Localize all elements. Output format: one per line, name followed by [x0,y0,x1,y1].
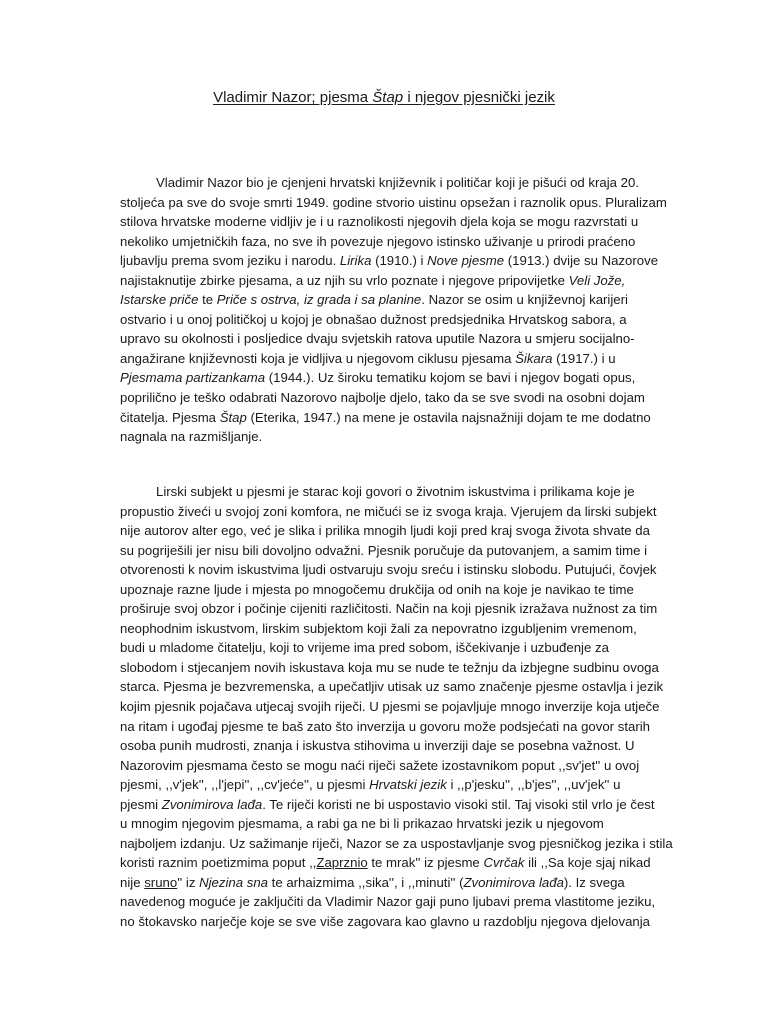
text-run: (1913.) dvije su Nazorove [504,253,659,269]
italic-title-text: Veli Jože, [568,272,626,288]
text-run: te [198,292,217,308]
italic-title-text: Njezina sna [199,874,268,890]
paragraph-line [120,580,660,600]
italic-title-text: Zvonimirova lađa [463,874,564,890]
text-run: starca. Pjesma je bezvremenska, a upečatljiv utisak uz samo značenje pjesme ostavlja i jezik [120,679,664,695]
text-run: (1910.) i [371,253,428,269]
text-run: . Nazor se osim u književnoj karijeri [421,292,628,308]
italic-title-text: Zvonimirova lađa [161,796,263,812]
paragraph-line [120,756,660,776]
paragraph-line [120,212,660,232]
paragraph-line [120,912,660,932]
italic-title-text: Lirika [339,253,372,269]
paragraph-analysis [120,482,673,932]
text-run: su pogriješili jer nisu bili dovoljno odvažni. Pjesnik poručuje da putovanjem, a samim time i [120,542,648,558]
text-run: ostvario i u onoj političkoj u kojoj je obnašao dužnost predsjednika Hrvatskog sabora, a [120,311,627,327]
paragraph-line [120,388,660,408]
text-run: Vladimir Nazor bio je cjenjeni hrvatski književnik i političar koji je pišući od kraja 20. [156,175,640,190]
text-run: u mnogim njegovim pjesmama, a rabi ga ne bi li prikazao hrvatski jezik u njegovom [120,816,604,832]
text-run: '' iz [177,874,200,890]
italic-title-text: Hrvatski jezik [369,777,447,793]
paragraph-line [120,599,660,619]
text-run: stoljeća pa sve do svoje smrti 1949. godine stvorio uistinu opsežan i raznolik opus. Pluralizam [120,194,667,210]
text-run: pjesmi, ,,v'jek'', ,,l'jepi'', ,,cv'jeće'', u pjesmi [120,777,370,793]
text-run: nekoliko umjetničkih faza, no sve ih povezuje njegovo istinsko uživanje u prirodi praćeno [120,233,636,249]
italic-title-text: Pjesmama partizankama [120,370,266,386]
text-run: (Eterika, 1947.) na mene je ostavila najsnažniji dojam te me dodatno [246,409,651,425]
text-run: te mrak'' iz pjesme [367,855,484,871]
text-run: najboljem izdanju. Uz sažimanje riječi, Nazor se za uspostavljanje svog pjesničkog jezika i stila [120,835,673,851]
paragraph-line [120,775,660,795]
text-run: na ritam i ugođaj pjesme te baš zato što inverzija u govoru može podsjećati na govor starih [120,718,650,734]
text-run: i ,,p'jesku'', ,,b'jes'', ,,uv'jek'' u [446,777,621,793]
text-run: najistaknutije zbirke pjesama, a uz njih su vrlo poznate i njegove pripovijetke [120,272,569,288]
text-run: ili ,,Sa koje sjaj nikad [524,855,651,871]
paragraph-line [120,368,660,388]
text-run: otvorenosti k novim iskustvima ljudi ostvaruju svoju sreću i istinsku slobodu. Putujući, čovjek [120,562,657,578]
text-run: nije autorov alter ego, već je slika i prilika mnogih ljudi koji pred kraj svoga života shvate da [120,523,650,539]
paragraph-line [120,677,664,697]
paragraph-line [120,408,660,428]
paragraph-line [120,427,660,447]
paragraph-line [120,736,660,756]
text-run: neophodnim iskustvom, lirskim subjektom koji žali za nepovratno izgubljenim vremenom, [120,620,637,636]
paragraph-line [120,502,660,522]
text-run: nagnala na razmišljanje. [120,429,263,445]
text-run: kojim pjesnik pojačava utjecaj svojih riječi. U pjesmi se pojavljuje mnogo inverzije koja utječe [120,699,660,715]
paragraph-line [120,717,660,737]
paragraph-line [120,834,673,854]
italic-title-text: Šikara [515,350,553,366]
text-run: proširuje svoj obzor i počinje cijeniti različitosti. Način na koji pjesnik izražava nužnost za tim [120,601,658,617]
paragraph-line [120,329,660,349]
text-run: Nazorovim pjesmama često se mogu naći riječi sažete izostavnikom poput ,,sv'jet'' u ovoj [120,757,640,773]
text-run: slobodom i stjecanjem novih iskustava koja mu se nude te težnju da izbjegne sudbinu ovoga [120,659,659,675]
text-run: upravo su okolnosti i posljedice dvaju svjetskih ratova uputile Nazora u smjeru socijalno- [120,331,635,347]
title-text-pre: Vladimir Nazor; pjesma [213,89,373,106]
underlined-word: sruno [144,874,178,890]
underlined-word: Zaprznio [316,855,368,871]
text-run: koristi raznim poetizmima poput ,, [120,855,317,871]
paragraph-line [120,173,660,193]
italic-title-text: Cvrčak [483,855,525,871]
paragraph-intro [120,173,667,447]
paragraph-line [120,795,660,815]
paragraph-line [120,814,660,834]
text-run: poprilično je teško odabrati Nazorovo najbolje djelo, tako da se sve svodi na osobni dojam [120,390,645,406]
paragraph-line [120,697,660,717]
paragraph-line [120,619,660,639]
title-text-post: i njegov pjesnički jezik [403,89,555,106]
paragraph-line [120,310,660,330]
italic-title-text: Priče s ostrva, iz grada i sa planine [216,292,422,308]
text-run: upoznaje razne ljude i mjesta po mnogočemu drukčija od onih na koje je navikao te time [120,581,634,597]
paragraph-line [120,271,660,291]
paragraph-line [120,482,660,502]
paragraph-line [120,853,660,873]
text-run: budi u mladome čitatelju, koji to vrijeme ima pred sobom, iščekivanje i uzbuđenje za [120,640,609,656]
text-run: nije [120,874,145,890]
text-run: te arhaizmima ,,sika'', i ,,minuti'' ( [268,874,464,890]
italic-title-text: Istarske priče [120,292,199,308]
paragraph-line [120,873,660,893]
text-run: (1944.). Uz široku tematiku kojom se bavi i njegov bogati opus, [265,370,636,386]
text-run: pjesmi [120,796,162,812]
paragraph-line [120,290,660,310]
paragraph-line [120,251,660,271]
text-run: navedenog moguće je zaključiti da Vladimir Nazor gaji puno ljubavi prema vlastitome jeziku, [120,894,656,910]
text-run: . Te riječi koristi ne bi uspostavio visoki stil. Taj visoki stil vrlo je čest [262,796,655,812]
paragraph-line [120,521,660,541]
paragraph-line [120,560,660,580]
paragraph-line [120,658,660,678]
paragraph-line [120,193,667,213]
italic-title-text: Nove pjesme [427,253,505,269]
paragraph-line [120,232,660,252]
text-run: propustio živeći u svojoj zoni komfora, ne mičući se iz svoga kraja. Vjerujem da lirski subjekt [120,503,657,519]
text-run: stilova hrvatske moderne vidljiv je i u raznolikosti njegovih djela koja se mogu razvrstati u [120,214,639,230]
text-run: Lirski subjekt u pjesmi je starac koji govori o životnim iskustvima i prilikama koje je [156,484,635,499]
paragraph-line [120,349,660,369]
text-run: ). Iz svega [563,874,625,890]
italic-title-text: Štap [219,409,247,425]
text-run: osoba punih mudrosti, znanja i iskustva stihovima u inverziji daje se posebna važnost. U [120,738,635,754]
paragraph-line [120,892,660,912]
text-run: čitatelja. Pjesma [120,409,220,425]
text-run: angažirane književnosti koja je vidljiva u njegovom ciklusu pjesama [120,350,516,366]
paragraph-line [120,541,660,561]
text-run: ljubavlju prema svom jeziku i narodu. [120,253,340,269]
text-run: (1917.) i u [552,350,616,366]
title-text-italic: Štap [372,89,404,106]
document-title [0,88,768,108]
text-run: no štokavsko narječje koje se sve više zagovara kao glavno u razdoblju njegova djelovanja [120,914,651,930]
paragraph-line [120,638,660,658]
